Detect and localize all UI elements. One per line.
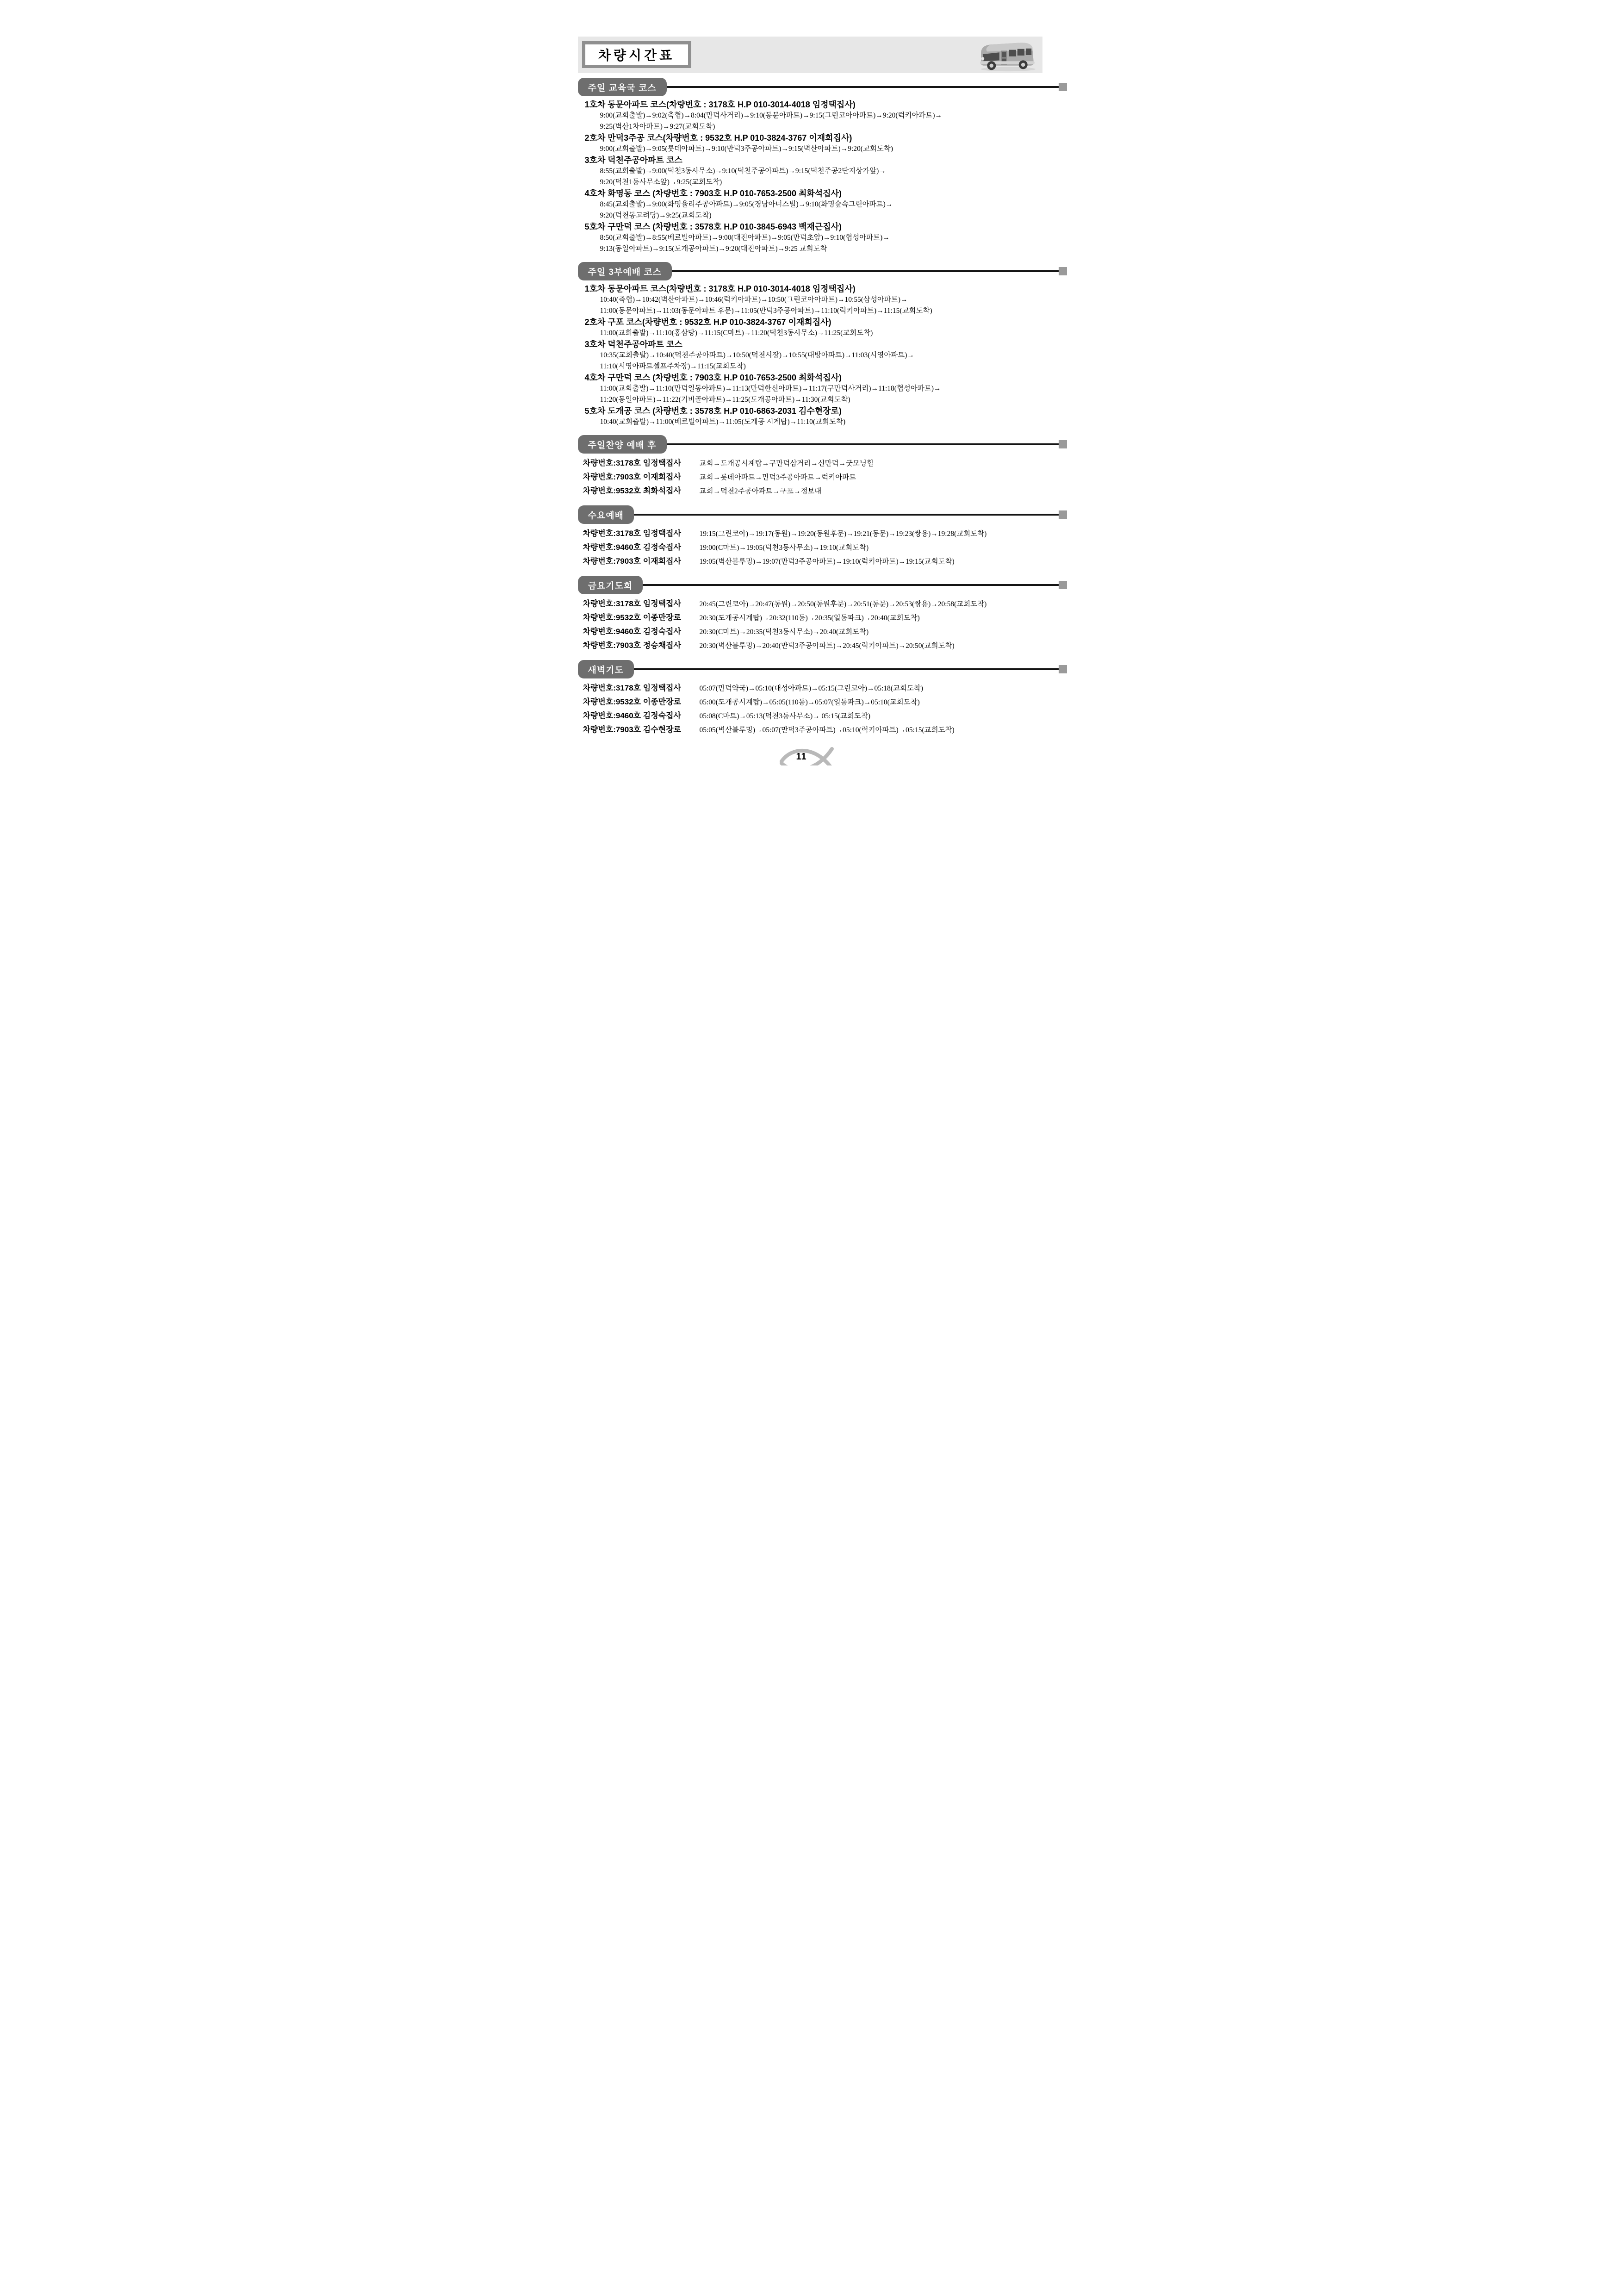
route-title: 5호차 도개공 코스 (차량번호 : 3578호 H.P 010-6863-2031 김수현장로) — [584, 406, 842, 416]
section-friday-prayer — [540, 576, 1079, 655]
route-cell: 05:07(만덕약국)→05:10(대성아파트)→05:15(그린코아)→05:18(교회도착) — [699, 684, 924, 692]
vehicle-label: 차량번호:9460호 김정숙집사 — [583, 711, 681, 720]
section-header — [578, 435, 1067, 454]
table-row — [583, 695, 1079, 709]
route-cell: 교회→도개공시계탑→구만덕삼거리→신만덕→굿모닝힐 — [699, 460, 874, 467]
vehicle-label: 차량번호:7903호 이재희집사 — [583, 473, 681, 481]
route-line: 9:25(벽산1차아파트)→9:27(교회도착) — [600, 123, 715, 131]
section-endcap — [1059, 440, 1067, 448]
route-line: 9:00(교회출발)→9:02(축협)→8:04(만덕사거리)→9:10(동문아파트)→9:15(그린코아아파트)→9:20(럭키아파트)→ — [600, 112, 943, 119]
route-cell: 20:45(그린코아)→20:47(동원)→20:50(동원후문)→20:51(동문)→20:53(쌍용)→20:58(교회도착) — [699, 600, 987, 608]
table-row — [583, 541, 1079, 554]
table-row — [583, 625, 1079, 639]
table-row — [583, 527, 1079, 541]
route-line: 8:55(교회출발)→9:00(덕천3동사무소)→9:10(덕천주공아파트)→9:15(덕천주공2단지상가앞)→ — [600, 167, 886, 175]
route-line: 9:20(덕천1동사무소앞)→9:25(교회도착) — [600, 178, 722, 186]
route-title: 4호차 화명동 코스 (차량번호 : 7903호 H.P 010-7653-2500 최화석집사) — [584, 189, 842, 198]
vehicle-label: 차량번호:3178호 임정택집사 — [583, 599, 681, 608]
vehicle-label: 차량번호:9460호 김정숙집사 — [583, 627, 681, 636]
route-line: 11:00(교회출발)→11:10(만덕일동아파트)→11:13(만덕한신아파트)→11:17(구만덕사거리)→11:18(협성아파트)→ — [600, 385, 941, 392]
route-line: 11:00(교회출발)→11:10(홍삼당)→11:15(C마트)→11:20(덕천3동사무소)→11:25(교회도착) — [600, 329, 873, 337]
vehicle-label: 차량번호:9532호 최화석집사 — [583, 486, 681, 495]
vehicle-label: 차량번호:7903호 이재희집사 — [583, 557, 681, 566]
vehicle-label: 차량번호:3178호 임정택집사 — [583, 529, 681, 538]
page-number: 11 — [796, 752, 807, 762]
section-pill-label: 새벽기도 — [578, 660, 634, 678]
route-line: 9:00(교회출발)→9:05(롯데아파트)→9:10(만덕3주공아파트)→9:15(벽산아파트)→9:20(교회도착) — [600, 145, 893, 153]
section-wednesday-service — [540, 505, 1079, 571]
page-footer — [780, 744, 840, 765]
section-pill-label: 수요예배 — [578, 505, 634, 524]
route-line: 9:13(동일아파트)→9:15(도개공아파트)→9:20(대진아파트)→9:25 교회도착 — [600, 245, 827, 253]
route-title: 4호차 구만덕 코스 (차량번호 : 7903호 H.P 010-7653-2500 최화석집사) — [584, 373, 842, 382]
route-title: 1호차 동문아파트 코스(차량번호 : 3178호 H.P 010-3014-4018 임정택집사) — [584, 100, 856, 109]
table-row — [583, 681, 1079, 695]
table-row — [583, 709, 1079, 723]
route-cell: 교회→덕천2주공아파트→구포→정보대 — [699, 487, 822, 495]
vehicle-label: 차량번호:9460호 김정숙집사 — [583, 543, 681, 552]
table-row — [583, 484, 1079, 498]
section-header — [578, 505, 1067, 524]
section-pill-label: 주일 교육국 코스 — [578, 78, 667, 96]
section-rule — [634, 514, 1059, 516]
route-cell: 19:05(벽산블루밍)→19:07(만덕3주공아파트)→19:10(럭키아파트)→19:15(교회도착) — [699, 558, 955, 566]
bulletin-page — [540, 0, 1079, 765]
section-endcap — [1059, 581, 1067, 589]
route-cell: 20:30(C마트)→20:35(덕천3동사무소)→20:40(교회도착) — [699, 628, 869, 636]
table-row — [583, 639, 1079, 653]
section-rule — [634, 668, 1059, 670]
route-title: 3호차 덕천주공아파트 코스 — [584, 340, 682, 349]
route-line: 8:50(교회출발)→8:55(베르빌아파트)→9:00(대진아파트)→9:05(만덕초앞)→9:10(협성아파트)→ — [600, 234, 890, 242]
route-line: 8:45(교회출발)→9:00(화명율리주공아파트)→9:05(경남아너스빌)→9:10(화명숲속그린아파트)→ — [600, 200, 893, 208]
section-pill-label: 금요기도회 — [578, 576, 643, 594]
section-dawn-prayer — [540, 660, 1079, 740]
title-banner — [578, 37, 1042, 73]
table-row — [583, 456, 1079, 470]
section-body — [540, 524, 1079, 571]
section-endcap — [1059, 510, 1067, 519]
route-cell: 19:15(그린코아)→19:17(동원)→19:20(동원후문)→19:21(동문)→19:23(쌍용)→19:28(교회도착) — [699, 530, 987, 538]
section-body — [540, 280, 1079, 430]
section-rule — [672, 270, 1058, 272]
section-endcap — [1059, 267, 1067, 275]
section-header — [578, 262, 1067, 280]
vehicle-label: 차량번호:9532호 이종만장로 — [583, 613, 681, 622]
route-title: 3호차 덕천주공아파트 코스 — [584, 156, 682, 165]
section-body — [540, 96, 1079, 257]
table-row — [583, 723, 1079, 737]
section-sunday-education — [540, 78, 1079, 257]
vehicle-label: 차량번호:3178호 임정택집사 — [583, 684, 681, 692]
route-line: 9:20(덕천동고려당)→9:25(교회도착) — [600, 212, 712, 219]
table-row — [583, 611, 1079, 625]
route-line: 10:35(교회출발)→10:40(덕천주공아파트)→10:50(덕천시장)→10:55(대방아파트)→11:03(시영아파트)→ — [600, 351, 914, 359]
section-pill-label: 주일찬양 예배 후 — [578, 435, 667, 454]
page-title: 차량시간표 — [585, 44, 688, 65]
route-cell: 20:30(벽산블루밍)→20:40(만덕3주공아파트)→20:45(럭키아파트)→20:50(교회도착) — [699, 642, 955, 650]
vehicle-label: 차량번호:9532호 이종만장로 — [583, 697, 681, 706]
route-cell: 19:00(C마트)→19:05(덕천3동사무소)→19:10(교회도착) — [699, 544, 869, 552]
route-cell: 05:05(벽산블루밍)→05:07(만덕3주공아파트)→05:10(럭키아파트)→05:15(교회도착) — [699, 726, 955, 734]
section-endcap — [1059, 665, 1067, 673]
route-line: 11:00(동문아파트)→11:03(동문아파트 후문)→11:05(만덕3주공아파트)→11:10(럭키아파트)→11:15(교회도착) — [600, 307, 932, 315]
table-row — [583, 597, 1079, 611]
route-line: 11:10(시영아파트셀프주차장)→11:15(교회도착) — [600, 362, 746, 370]
route-line: 10:40(축협)→10:42(벽산아파트)→10:46(럭키아파트)→10:50(그린코아아파트)→10:55(삼성아파트)→ — [600, 296, 908, 304]
title-box — [582, 41, 691, 68]
route-title: 5호차 구만덕 코스 (차량번호 : 3578호 H.P 010-3845-6943 백재근집사) — [584, 222, 842, 231]
section-pill-label: 주일 3부예배 코스 — [578, 262, 672, 280]
section-body — [540, 678, 1079, 740]
bus-icon — [976, 37, 1039, 73]
section-rule — [667, 86, 1059, 88]
table-row — [583, 470, 1079, 484]
route-title: 2호차 구포 코스(차량번호 : 9532호 H.P 010-3824-3767 이재희집사) — [584, 317, 831, 327]
section-endcap — [1059, 83, 1067, 91]
table-row — [583, 554, 1079, 568]
route-title: 2호차 만덕3주공 코스(차량번호 : 9532호 H.P 010-3824-3767 이재희집사) — [584, 133, 852, 143]
section-rule — [667, 443, 1059, 445]
section-header — [578, 660, 1067, 678]
vehicle-label: 차량번호:7903호 정승채집사 — [583, 641, 681, 650]
route-line: 11:20(동일아파트)→11:22(기비골아파트)→11:25(도개공아파트)→11:30(교회도착) — [600, 396, 850, 404]
route-cell: 05:08(C마트)→05:13(덕천3동사무소)→ 05:15(교회도착) — [699, 712, 871, 720]
route-line: 10:40(교회출발)→11:00(베르빌아파트)→11:05(도개공 시계탑)→11:10(교회도착) — [600, 418, 846, 426]
section-rule — [643, 584, 1058, 586]
vehicle-label: 차량번호:3178호 임정택집사 — [583, 459, 681, 467]
route-title: 1호차 동문아파트 코스(차량번호 : 3178호 H.P 010-3014-4018 임정택집사) — [584, 284, 856, 293]
route-cell: 20:30(도개공시계탑)→20:32(110동)→20:35(일동파크)→20:40(교회도착) — [699, 614, 920, 622]
section-header — [578, 576, 1067, 594]
route-cell: 교회→롯데아파트→만덕3주공아파트→럭키아파트 — [699, 473, 856, 481]
vehicle-label: 차량번호:7903호 김수현장로 — [583, 725, 681, 734]
section-body — [540, 454, 1079, 501]
section-sunday-3rd-service — [540, 262, 1079, 430]
section-body — [540, 594, 1079, 655]
section-header — [578, 78, 1067, 96]
route-cell: 05:00(도개공시계탑)→05:05(110동)→05:07(일동파크)→05:10(교회도착) — [699, 698, 920, 706]
section-sunday-praise-after — [540, 435, 1079, 501]
